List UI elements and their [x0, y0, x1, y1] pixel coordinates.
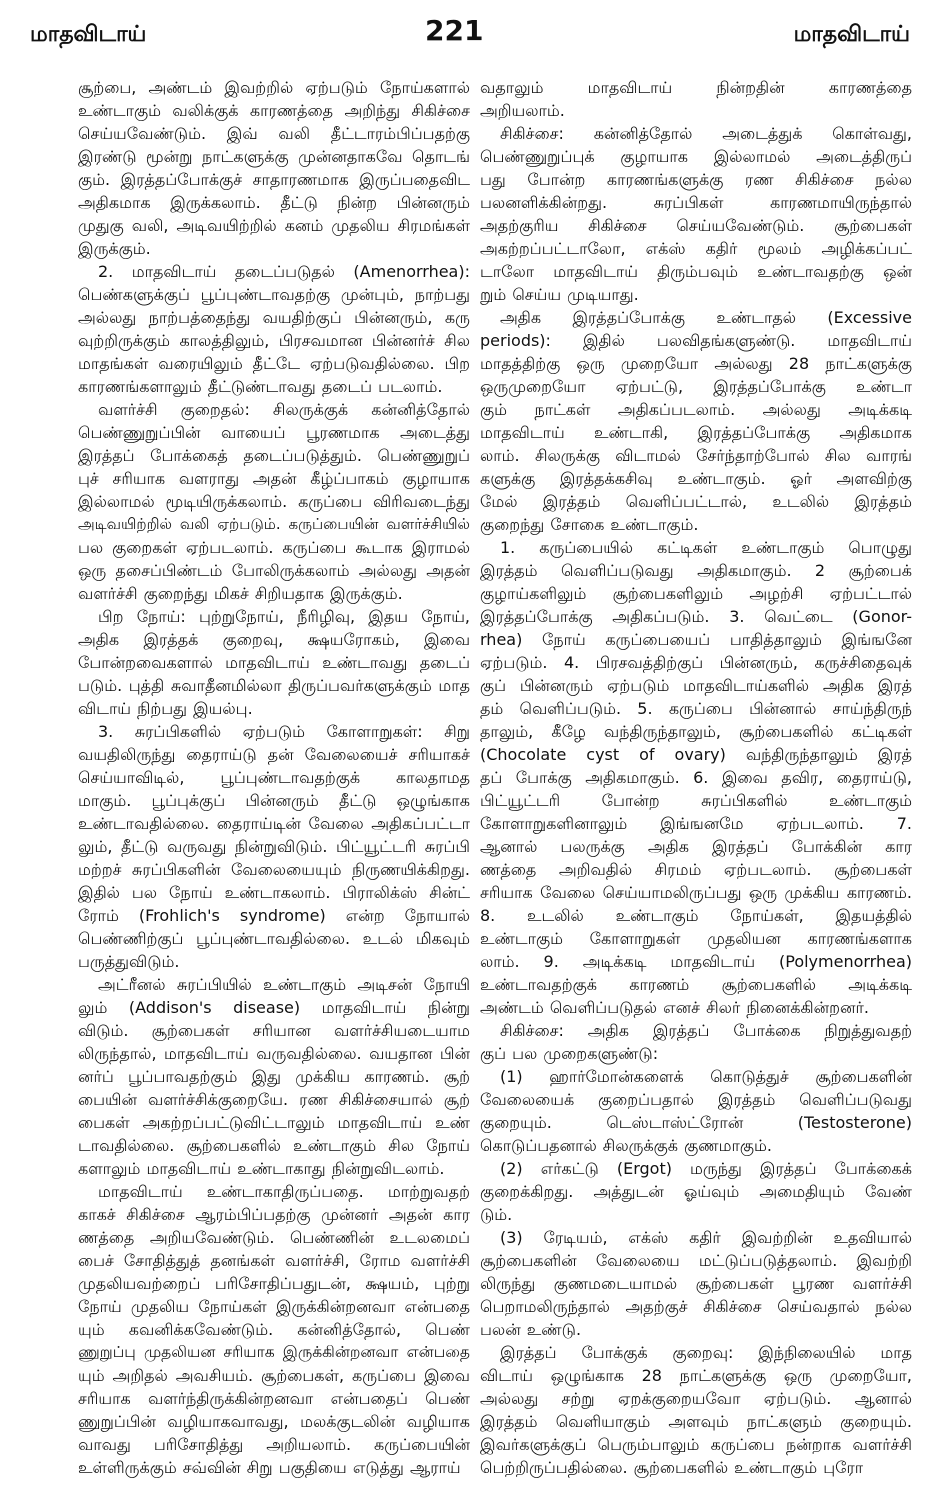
text-line: சூற்பைகளின் வேலையை மட்டுப்படுத்தலாம். இவற்றி — [480, 1251, 912, 1270]
paragraph — [78, 1180, 470, 1479]
text-line: டாவதில்லை. சூற்பைகளில் உண்டாகும் சில நோய் — [78, 1136, 470, 1155]
text-line: பது போன்ற காரணங்களுக்கு ரண சிகிச்சை நல்ல — [480, 170, 912, 189]
text-line: இரத்தப் போக்கைத் தடைப்படுத்தும். பெண்ணுறுப் — [78, 446, 470, 465]
text-line: செய்யாவிடில், பூப்புண்டாவதற்குக் காலதாமத — [78, 768, 470, 787]
text-line: லும் (Addison's disease) மாதவிடாய் நின்று — [78, 998, 470, 1017]
text-line: களுக்கு இரத்தக்கசிவு உண்டாகும். ஓர் அளவிற்கு — [480, 469, 912, 488]
text-line: பெண்ணிற்குப் பூப்புண்டாவதில்லை. உடல் மிகவும் — [78, 929, 470, 948]
text-line: லாம். சிலருக்கு விடாமல் சேர்ந்தாற்போல் சில வாரங் — [480, 446, 912, 465]
text-line: அதிகமாக இருக்கலாம். தீட்டு நின்ற பின்னரும் — [78, 193, 470, 212]
text-line: குப் பல முறைகளுண்டு: — [480, 1044, 659, 1063]
text-line: காகச் சிகிச்சை ஆரம்பிப்பதற்கு முன்னர் அதன் கார — [78, 1205, 470, 1224]
text-line: கோளாறுகளினாலும் இங்ஙனமே ஏற்படலாம். 7. — [480, 814, 912, 833]
text-line: அறியலாம். — [480, 101, 565, 120]
paragraph — [78, 398, 470, 605]
text-line: இரண்டு மூன்று நாட்களுக்கு முன்னதாகவே தொடங் — [78, 147, 470, 166]
text-line: யும் கவனிக்கவேண்டும். கன்னித்தோல், பெண் — [78, 1320, 470, 1339]
text-line: மற்றச் சுரப்பிகளின் வேலையையும் நிருணயிக்கிறது. — [78, 860, 470, 879]
text-line: பெண்களுக்குப் பூப்புண்டாவதற்கு முன்பும், நாற்பது — [78, 285, 470, 304]
text-line: ஒருமுறையோ ஏற்பட்டு, இரத்தப்போக்கு உண்டா — [480, 377, 912, 396]
text-line: பிற நோய்: புற்றுநோய், நீரிழிவு, இதய நோய், — [98, 607, 470, 626]
running-head-left: மாதவிடாய் — [30, 22, 147, 47]
left-column — [78, 76, 470, 1479]
text-line: அல்லது சற்று ஏறக்குறையவோ ஏற்படும். ஆனால் — [480, 1389, 912, 1408]
paragraph — [78, 973, 470, 1180]
text-line: னர்ப் பூப்பாவதற்கும் இது முக்கிய காரணம். சூற் — [78, 1067, 470, 1086]
text-line: லாம். 9. அடிக்கடி மாதவிடாய் (Polymenorrhea) — [480, 952, 912, 971]
text-line: உண்டாகும் கோளாறுகள் முதலியன காரணங்களாக — [480, 929, 912, 948]
text-line: (Chocolate cyst of ovary) வந்திருந்தாலும் இரத் — [480, 745, 912, 764]
text-line: பிட்யூட்டரி போன்ற சுரப்பிகளில் உண்டாகும் — [480, 791, 912, 810]
text-line: நோய் முதலிய நோய்கள் இருக்கின்றனவா என்பதை — [78, 1297, 470, 1316]
text-line: இரத்தப் போக்குக் குறைவு: இந்நிலையில் மாத — [500, 1343, 912, 1362]
text-line: அல்லது நாற்பத்தைந்து வயதிற்குப் பின்னரும், கரு — [78, 308, 470, 327]
text-line: செய்யவேண்டும். இவ் வலி தீட்டாரம்பிப்பதற்கு — [78, 124, 470, 143]
text-line: டும். — [480, 1205, 513, 1224]
text-line: குறைந்து சோகை உண்டாகும். — [480, 515, 699, 534]
text-line: இருக்கும். — [78, 239, 151, 258]
text-line: ஏற்படும். 4. பிரசவத்திற்குப் பின்னரும், கருச்சிதைவுக் — [480, 653, 912, 672]
text-line: சரியாக வளர்ந்திருக்கின்றனவா என்பதைப் பெண் — [78, 1389, 470, 1408]
text-line: ணுறுப்பின் வழியாகவாவது, மலக்குடலின் வழியாக — [78, 1412, 470, 1431]
text-line: 1. கருப்பையில் கட்டிகள் உண்டாகும் பொழுது — [500, 538, 912, 557]
text-line: சூற்பை, அண்டம் இவற்றில் ஏற்படும் நோய்களால் — [78, 78, 470, 97]
text-line: இரத்தப்போக்கு அதிகப்படும். 3. வெட்டை (Gonor- — [480, 607, 912, 626]
text-line: உண்டாவதற்குக் காரணம் சூற்பைகளில் அடிக்கடி — [480, 975, 912, 994]
text-line: அதிக இரத்தக் குறைவு, க்ஷயரோகம், இவை — [78, 630, 470, 649]
text-line: rhea) நோய் கருப்பையைப் பாதித்தாலும் இங்ஙனே — [480, 630, 912, 649]
text-line: மாதங்கள் வரையிலும் தீட்டே ஏற்படுவதில்லை. பிற — [78, 354, 470, 373]
text-line: அண்டம் வெளிப்படுதல் எனச் சிலர் நினைக்கின்றனர். — [480, 998, 869, 1017]
text-line: தப் போக்கு அதிகமாகும். 6. இவை தவிர, தைராய்டு, — [480, 768, 912, 787]
text-line: குழாய்களிலும் சூற்பைகளிலும் அழற்சி ஏற்பட்டால் — [480, 584, 912, 603]
text-line: களாலும் மாதவிடாய் உண்டாகாது நின்றுவிடலாம். — [78, 1159, 445, 1178]
text-line: ணுறுப்பு முதலியன சரியாக இருக்கின்றனவா என்பதை — [78, 1343, 470, 1361]
text-line: கும். இரத்தப்போக்குச் சாதாரணமாக இருப்பதைவிட — [78, 170, 470, 189]
text-line: ஒரு தசைப்பிண்டம் போலிருக்கலாம் அல்லது அதன் — [78, 561, 470, 580]
text-line: உண்டாவதில்லை. தைராய்டின் வேலை அதிகப்பட்டா — [78, 814, 470, 833]
text-line: இதில் பல நோய் உண்டாகலாம். பிராலிக்ஸ் சின்ட் — [78, 883, 470, 902]
text-line: அதிக இரத்தப்போக்கு உண்டாதல் (Excessive — [500, 308, 912, 327]
text-line: 3. சுரப்பிகளில் ஏற்படும் கோளாறுகள்: சிறு — [98, 722, 470, 741]
text-line: உள்ளிருக்கும் சவ்வின் சிறு பகுதியை எடுத்து ஆராய் — [78, 1458, 461, 1477]
text-line: மாதவிடாய் உண்டாகாதிருப்பதை. மாற்றுவதற் — [98, 1182, 470, 1201]
text-line: (1) ஹார்மோன்களைக் கொடுத்துச் சூற்பைகளின் — [500, 1067, 912, 1086]
text-line: சிகிச்சை: அதிக இரத்தப் போக்கை நிறுத்துவதற் — [500, 1021, 912, 1040]
text-line: றும் செய்ய முடியாது. — [480, 285, 639, 304]
text-line: வுற்றிருக்கும் காலத்திலும், பிரசவமான பின்னர்ச் சில — [78, 331, 470, 350]
text-line: லிருந்தால், மாதவிடாய் வருவதில்லை. வயதான பின் — [78, 1044, 470, 1063]
text-line: ணத்தை அறிவதில் சிரமம் ஏற்படலாம். சூற்பைகள் — [480, 860, 912, 879]
text-line: மாதவிடாய் உண்டாகி, இரத்தப்போக்கு அதிகமாக — [480, 423, 912, 442]
text-line: இவர்களுக்குப் பெரும்பாலும் கருப்பை நன்றாக வளர்ச்சி — [480, 1435, 912, 1454]
text-line: யும் அறிதல் அவசியம். சூற்பைகள், கருப்பை இவை — [78, 1366, 470, 1385]
text-line: ரோம் (Frohlich's syndrome) என்ற நோயால் — [78, 906, 470, 925]
text-line: லும், தீட்டு வருவது நின்றுவிடும். பிட்யூட்டரி சுரப்பி — [78, 837, 470, 856]
text-line: போன்றவைகளால் மாதவிடாய் உண்டாவது தடைப் — [78, 653, 470, 672]
text-line: இரத்தம் வெளிப்படுவது அதிகமாகும். 2 சூற்பைக் — [480, 561, 912, 580]
paragraph — [480, 1019, 912, 1065]
text-line: தாலும், கீழே வந்திருந்தாலும், சூற்பைகளில் கட்டிகள் — [480, 722, 912, 741]
running-head-right: மாதவிடாய் — [793, 22, 910, 47]
text-line: வளர்ச்சி குறைந்து மிகச் சிறியதாக இருக்கும். — [78, 584, 403, 603]
text-line: வதாலும் மாதவிடாய் நின்றதின் காரணத்தை — [480, 78, 912, 97]
text-line: வயதிலிருந்து தைராய்டு தன் வேலையைச் சரியாகச் — [78, 745, 470, 764]
text-line: பையின் வளர்ச்சிக்குறையே. ரண சிகிச்சையால் சூற் — [78, 1090, 470, 1109]
text-line: மாதத்திற்கு ஒரு முறையோ அல்லது 28 நாட்களுக்கு — [480, 354, 912, 373]
text-line: தம் வெளிப்படும். 5. கருப்பை பின்னால் சாய்ந்திருந் — [480, 699, 912, 718]
text-line: டாலோ மாதவிடாய் திரும்பவும் உண்டாவதற்கு ஒன் — [480, 262, 912, 281]
text-line: (2) எர்கட்டு (Ergot) மருந்து இரத்தப் போக்கைக் — [500, 1159, 912, 1178]
paragraph — [78, 260, 470, 398]
text-line: ணத்தை அறியவேண்டும். பெண்ணின் உடலமைப் — [78, 1228, 470, 1247]
paragraph — [480, 1341, 912, 1479]
text-line: வேலையைக் குறைப்பதால் இரத்தம் வெளிப்படுவது — [480, 1090, 912, 1109]
text-line: அதற்குரிய சிகிச்சை செய்யவேண்டும். சூற்பைகள் — [480, 216, 912, 235]
text-line: சரியாக வேலை செய்யாமலிருப்பது ஒரு முக்கிய காரணம். — [480, 883, 912, 902]
text-line: சிகிச்சை: கன்னித்தோல் அடைத்துக் கொள்வது, — [500, 124, 912, 143]
text-line: முதலியவற்றைப் பரிசோதிப்பதுடன், க்ஷயம், புற்று — [78, 1274, 470, 1293]
paragraph — [480, 122, 912, 306]
paragraph — [480, 76, 912, 122]
paragraph — [480, 1065, 912, 1157]
text-line: அகற்றப்பட்டாலோ, எக்ஸ் கதிர் மூலம் அழிக்கப்பட் — [480, 239, 912, 258]
paragraph — [480, 1157, 912, 1226]
text-line: பெண்ணுறுப்பின் வாயைப் பூரணமாக அடைத்து — [78, 423, 470, 442]
text-line: காரணங்களாலும் தீட்டுண்டாவது தடைப் படலாம். — [78, 377, 443, 396]
text-line: பருத்துவிடும். — [78, 952, 180, 971]
text-line: குறையும். டெஸ்டாஸ்ட்ரோன் (Testosterone) — [480, 1113, 912, 1132]
text-line: படும். புத்தி சுவாதீனமில்லா திருப்பவர்களுக்கும் மாத — [78, 676, 470, 695]
text-line: வளர்ச்சி குறைதல்: சிலருக்குக் கன்னித்தோல் — [98, 400, 470, 419]
text-line: லிருந்து குணமடையாமல் சூற்பைகள் பூரண வளர்ச்சி — [480, 1274, 912, 1293]
text-line: பலனளிக்கின்றது. சுரப்பிகள் காரணமாயிருந்தால் — [480, 193, 912, 212]
paragraph — [78, 76, 470, 260]
text-line: உண்டாகும் வலிக்குக் காரணத்தை அறிந்து சிகிச்சை — [78, 101, 470, 120]
text-line: மேல் இரத்தம் வெளிப்பட்டால், உடலில் இரத்தம் — [480, 492, 912, 511]
text-line: 8. உடலில் உண்டாகும் நோய்கள், இதயத்தில் — [480, 906, 912, 925]
paragraph — [480, 1226, 912, 1341]
paragraph — [78, 605, 470, 720]
text-line: அட்ரீனல் சுரப்பியில் உண்டாகும் அடிசன் நோயி — [98, 975, 470, 994]
text-line: முதுகு வலி, அடிவயிற்றில் கனம் முதலிய சிரமங்கள் — [78, 216, 470, 235]
text-line: பலன் உண்டு. — [480, 1320, 582, 1339]
text-line: புச் சரியாக வளராது அதன் கீழ்ப்பாகம் குழாயாக — [78, 469, 470, 488]
text-line: விடாய் ஒழுங்காக 28 நாட்களுக்கு ஒரு முறையோ, — [480, 1366, 912, 1385]
paragraph — [78, 720, 470, 973]
text-line: பெறாமலிருந்தால் அதற்குச் சிகிச்சை செய்வதால் நல்ல — [480, 1297, 912, 1316]
text-line: இரத்தம் வெளியாகும் அளவும் நாட்களும் குறையும். — [480, 1412, 912, 1431]
text-line: 2. மாதவிடாய் தடைப்படுதல் (Amenorrhea): — [98, 262, 470, 281]
text-line: (3) ரேடியம், எக்ஸ் கதிர் இவற்றின் உதவியால் — [500, 1228, 912, 1247]
text-line: ஆனால் பலருக்கு அதிக இரத்தப் போக்கின் கார — [480, 837, 912, 856]
paragraph — [480, 306, 912, 536]
text-line: பல குறைகள் ஏற்படலாம். கருப்பை கூடாக இராமல் — [78, 538, 470, 557]
text-line: பெற்றிருப்பதில்லை. சூற்பைகளில் உண்டாகும் புரோ — [480, 1458, 864, 1477]
text-line: பைச் சோதித்துத் தனங்கள் வளர்ச்சி, ரோம வளர்ச்சி — [78, 1251, 470, 1270]
text-line: விடும். சூற்பைகள் சரியான வளர்ச்சியடையாம — [78, 1021, 470, 1040]
text-line: periods): இதில் பலவிதங்களுண்டு. மாதவிடாய் — [480, 331, 912, 350]
page-number: 221 — [425, 14, 484, 47]
text-line: விடாய் நிற்பது இயல்பு. — [78, 699, 253, 718]
right-column — [480, 76, 912, 1479]
text-line: மாகும். பூப்புக்குப் பின்னரும் தீட்டு ஒழுங்காக — [78, 791, 470, 810]
text-line: அடிவயிற்றில் வலி ஏற்படும். கருப்பையின் வளர்ச்சியில் — [78, 515, 470, 533]
text-line: பைகள் அகற்றப்பட்டுவிட்டாலும் மாதவிடாய் உண் — [78, 1113, 470, 1132]
text-line: பெண்ணுறுப்புக் குழாயாக இல்லாமல் அடைத்திருப் — [480, 147, 912, 166]
text-line: வாவது பரிசோதித்து அறியலாம். கருப்பையின் — [78, 1435, 470, 1454]
text-line: குறைக்கிறது. அத்துடன் ஓய்வும் அமைதியும் வேண் — [480, 1182, 912, 1201]
text-line: குப் பின்னரும் ஏற்படும் மாதவிடாய்களில் அதிக இரத் — [480, 676, 912, 695]
text-line: கும் நாட்கள் அதிகப்படலாம். அல்லது அடிக்கடி — [480, 400, 912, 419]
text-line: கொடுப்பதனால் சிலருக்குக் குணமாகும். — [480, 1136, 772, 1155]
paragraph — [480, 536, 912, 1019]
text-line: இல்லாமல் மூடியிருக்கலாம். கருப்பை விரிவடைந்து — [78, 492, 470, 511]
